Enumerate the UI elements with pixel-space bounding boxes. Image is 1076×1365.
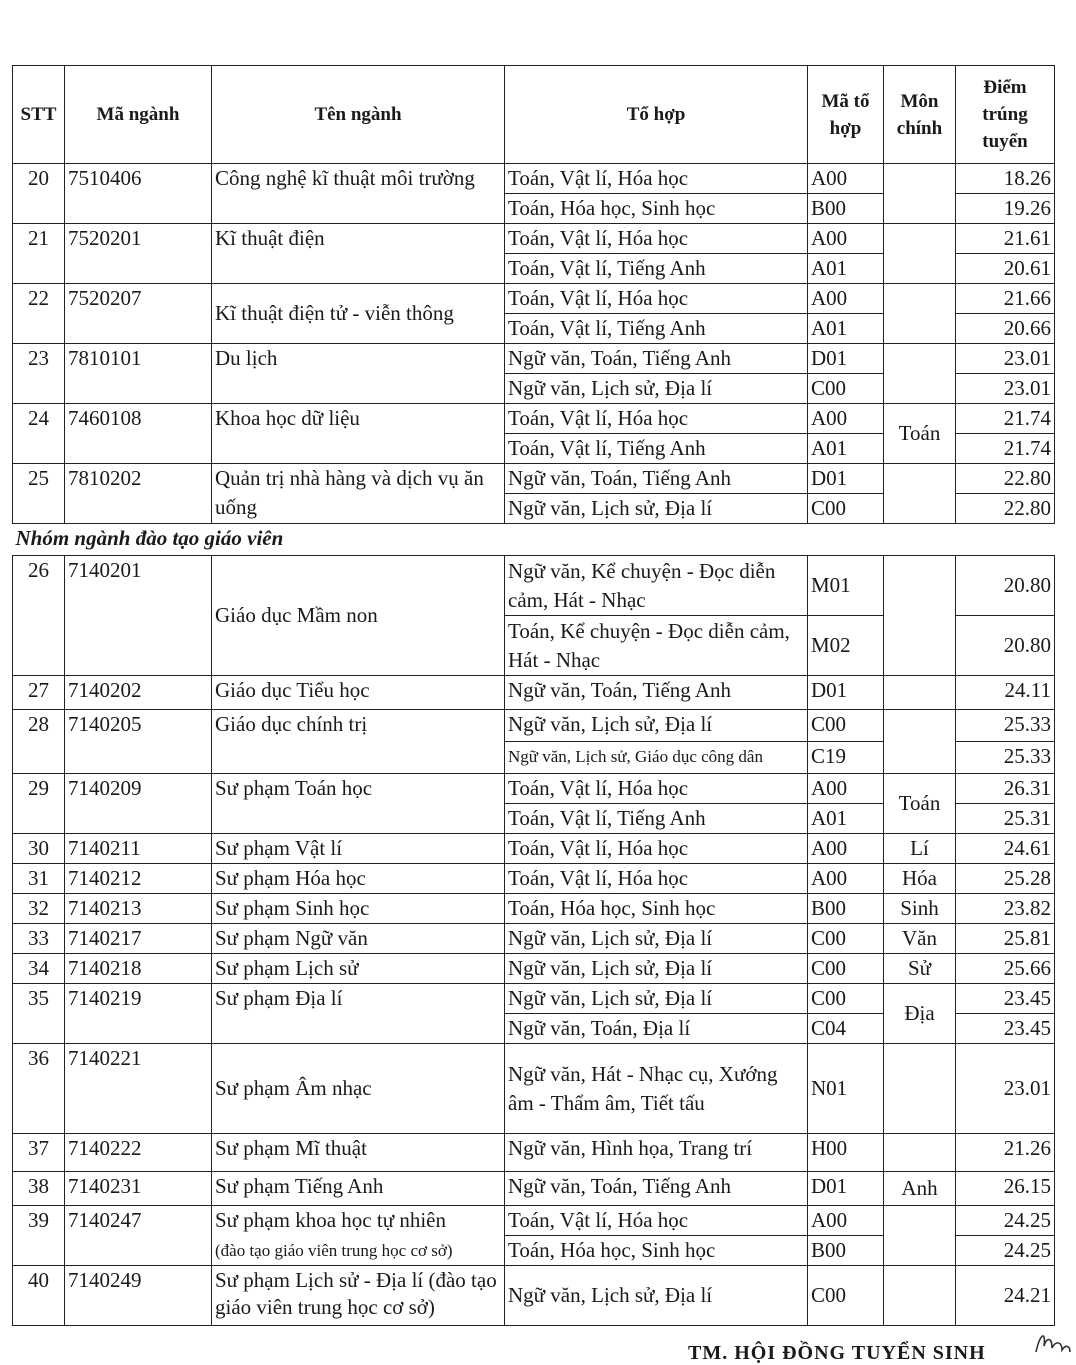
diem-cell: 22.80 [956, 464, 1055, 494]
ten-nganh-text: Khoa học dữ liệu [215, 406, 360, 430]
table-row [13, 1172, 1055, 1206]
diem-cell: 23.45 [956, 984, 1055, 1014]
diem-cell: 24.25 [956, 1236, 1055, 1266]
ma-to-hop-cell: C19 [808, 742, 884, 774]
to-hop-cell: Toán, Vật lí, Hóa học [505, 774, 808, 804]
diem-cell: 21.26 [956, 1134, 1055, 1172]
header-ma-to-hop-line1: Mã tổ [821, 90, 870, 112]
to-hop-cell: Ngữ văn, Toán, Tiếng Anh [505, 676, 808, 710]
stt-cell: 22 [13, 284, 65, 344]
ma-to-hop-cell: A00 [808, 834, 884, 864]
mon-chinh-cell [884, 1266, 956, 1326]
table-row [13, 710, 1055, 742]
table-row [13, 864, 1055, 894]
mon-chinh-cell [884, 556, 956, 676]
table-body-top [13, 164, 1055, 524]
to-hop-cell: Ngữ văn, Hình họa, Trang trí [505, 1134, 808, 1172]
mon-chinh-cell [884, 344, 956, 404]
ten-nganh-text: Du lịch [215, 346, 278, 370]
diem-cell: 25.33 [956, 710, 1055, 742]
handwritten-signature [1032, 1328, 1072, 1356]
diem-cell: 25.31 [956, 804, 1055, 834]
to-hop-cell: Ngữ văn, Toán, Địa lí [505, 1014, 808, 1044]
to-hop-cell: Ngữ văn, Lịch sử, Địa lí [505, 924, 808, 954]
diem-cell: 21.61 [956, 224, 1055, 254]
group-header-row [13, 524, 1055, 556]
ten-nganh-cell [212, 224, 505, 284]
table-row [13, 894, 1055, 924]
table-body-bottom [13, 556, 1055, 1326]
ma-to-hop-cell: D01 [808, 464, 884, 494]
ten-nganh-cell [212, 404, 505, 464]
mon-chinh-cell [884, 464, 956, 524]
table-row [13, 1134, 1055, 1172]
ma-nganh-cell: 7140205 [65, 710, 212, 774]
diem-cell: 18.26 [956, 164, 1055, 194]
ma-to-hop-cell: M02 [808, 616, 884, 676]
to-hop-cell: Toán, Vật lí, Tiếng Anh [505, 314, 808, 344]
to-hop-cell: Toán, Hóa học, Sinh học [505, 1236, 808, 1266]
to-hop-cell: Ngữ văn, Toán, Tiếng Anh [505, 344, 808, 374]
table-row [13, 284, 1055, 314]
mon-chinh-cell [884, 284, 956, 344]
to-hop-cell: Toán, Vật lí, Tiếng Anh [505, 804, 808, 834]
to-hop-cell: Ngữ văn, Lịch sử, Địa lí [505, 374, 808, 404]
mon-chinh-cell [884, 164, 956, 224]
ten-nganh-cell [212, 894, 505, 924]
ma-to-hop-cell: D01 [808, 344, 884, 374]
diem-cell: 25.28 [956, 864, 1055, 894]
header-diem-line1: Điểm [983, 77, 1027, 98]
ten-nganh-cell [212, 834, 505, 864]
stt-cell: 39 [13, 1206, 65, 1266]
diem-cell: 21.74 [956, 434, 1055, 464]
diem-cell: 20.66 [956, 314, 1055, 344]
diem-cell: 19.26 [956, 194, 1055, 224]
ten-nganh-text: Quản trị nhà hàng và dịch vụ ăn uống [215, 466, 484, 519]
to-hop-cell: Toán, Vật lí, Hóa học [505, 164, 808, 194]
ma-to-hop-cell: A00 [808, 164, 884, 194]
stt-cell: 40 [13, 1266, 65, 1326]
ma-to-hop-cell: C00 [808, 1266, 884, 1326]
table-row [13, 984, 1055, 1014]
ma-nganh-cell: 7140247 [65, 1206, 212, 1266]
to-hop-cell: Toán, Kể chuyện - Đọc diễn cảm, Hát - Nhạc [505, 616, 808, 676]
ma-to-hop-cell: A01 [808, 804, 884, 834]
header-ma-to-hop-line2: hợp [829, 117, 862, 139]
stt-cell: 35 [13, 984, 65, 1044]
table-row [13, 1044, 1055, 1134]
mon-chinh-cell [884, 1134, 956, 1172]
stt-cell: 33 [13, 924, 65, 954]
table-row [13, 556, 1055, 616]
table-row [13, 954, 1055, 984]
ma-nganh-cell: 7520207 [65, 284, 212, 344]
to-hop-cell: Ngữ văn, Lịch sử, Địa lí [505, 1266, 808, 1326]
ma-to-hop-cell: B00 [808, 894, 884, 924]
ma-nganh-cell: 7140211 [65, 834, 212, 864]
mon-chinh-cell: Văn [884, 924, 956, 954]
ten-nganh-cell [212, 344, 505, 404]
ma-nganh-cell: 7140218 [65, 954, 212, 984]
table-row [13, 164, 1055, 194]
ten-nganh-cell [212, 774, 505, 834]
table-row [13, 224, 1055, 254]
ma-to-hop-cell: B00 [808, 1236, 884, 1266]
diem-cell: 26.31 [956, 774, 1055, 804]
ma-to-hop-cell: C00 [808, 984, 884, 1014]
stt-cell: 28 [13, 710, 65, 774]
to-hop-cell: Toán, Hóa học, Sinh học [505, 894, 808, 924]
header-mon-chinh-line1: Môn [900, 90, 939, 112]
diem-cell: 24.21 [956, 1266, 1055, 1326]
ma-to-hop-cell: B00 [808, 194, 884, 224]
ma-nganh-cell: 7810101 [65, 344, 212, 404]
mon-chinh-cell: Anh [884, 1172, 956, 1206]
ten-nganh-text: Sư phạm Âm nhạc [215, 1076, 372, 1100]
ten-nganh-cell [212, 864, 505, 894]
stt-cell: 38 [13, 1172, 65, 1206]
ten-nganh-text: Công nghệ kĩ thuật môi trường [215, 166, 475, 190]
header-stt: STT [13, 66, 65, 164]
ten-nganh-cell [212, 1266, 505, 1326]
mon-chinh-cell: Sinh [884, 894, 956, 924]
diem-cell: 25.66 [956, 954, 1055, 984]
mon-chinh-cell: Hóa [884, 864, 956, 894]
ten-nganh-text: Kĩ thuật điện tử - viễn thông [215, 301, 454, 325]
to-hop-cell: Ngữ văn, Toán, Tiếng Anh [505, 464, 808, 494]
diem-cell: 20.80 [956, 616, 1055, 676]
ma-to-hop-cell: C00 [808, 954, 884, 984]
to-hop-cell: Toán, Vật lí, Hóa học [505, 1206, 808, 1236]
table-row [13, 404, 1055, 434]
ten-nganh-text: Sư phạm Hóa học [215, 866, 366, 890]
mon-chinh-cell: Lí [884, 834, 956, 864]
header-diem-line2: trúng [982, 104, 1028, 125]
mon-chinh-cell [884, 1044, 956, 1134]
table-row [13, 1206, 1055, 1236]
to-hop-cell: Toán, Vật lí, Hóa học [505, 834, 808, 864]
ma-to-hop-cell: C00 [808, 710, 884, 742]
to-hop-cell: Ngữ văn, Hát - Nhạc cụ, Xướng âm - Thẩm âm, Tiết tấu [505, 1044, 808, 1134]
header-mon-chinh-line2: chính [896, 117, 943, 139]
header-ma-to-hop [808, 66, 884, 164]
mon-chinh-cell: Toán [884, 404, 956, 464]
stt-cell: 27 [13, 676, 65, 710]
stt-cell: 24 [13, 404, 65, 464]
mon-chinh-cell [884, 1206, 956, 1266]
to-hop-cell: Toán, Vật lí, Tiếng Anh [505, 434, 808, 464]
ma-nganh-cell: 7520201 [65, 224, 212, 284]
diem-cell: 23.45 [956, 1014, 1055, 1044]
diem-cell: 23.01 [956, 344, 1055, 374]
ma-to-hop-cell: A00 [808, 864, 884, 894]
ten-nganh-text: Giáo dục Tiểu học [215, 678, 370, 702]
ten-nganh-text: Sư phạm Mĩ thuật [215, 1136, 367, 1160]
to-hop-cell: Ngữ văn, Lịch sử, Giáo dục công dân [505, 742, 808, 774]
ma-nganh-cell: 7140217 [65, 924, 212, 954]
table-row [13, 834, 1055, 864]
ten-nganh-subtext: (đào tạo giáo viên trung học cơ sở) [215, 1241, 453, 1260]
diem-cell: 23.01 [956, 374, 1055, 404]
ma-nganh-cell: 7460108 [65, 404, 212, 464]
to-hop-cell: Toán, Vật lí, Hóa học [505, 404, 808, 434]
ma-nganh-cell: 7140249 [65, 1266, 212, 1326]
header-ma-nganh: Mã ngành [65, 66, 212, 164]
ten-nganh-text: Sư phạm Lịch sử - Địa lí (đào tạo giáo viên trung học cơ sở) [215, 1267, 497, 1319]
to-hop-cell: Ngữ văn, Lịch sử, Địa lí [505, 954, 808, 984]
ma-nganh-cell: 7140202 [65, 676, 212, 710]
ma-nganh-cell: 7140231 [65, 1172, 212, 1206]
ten-nganh-cell [212, 464, 505, 524]
table-row [13, 676, 1055, 710]
ma-nganh-cell: 7140212 [65, 864, 212, 894]
ma-nganh-cell: 7140213 [65, 894, 212, 924]
ma-nganh-cell: 7140221 [65, 1044, 212, 1134]
ten-nganh-cell [212, 984, 505, 1044]
ten-nganh-text: Giáo dục chính trị [215, 712, 368, 736]
mon-chinh-cell: Toán [884, 774, 956, 834]
header-to-hop: Tổ hợp [505, 66, 808, 164]
ten-nganh-cell [212, 710, 505, 774]
ten-nganh-cell [212, 1206, 505, 1266]
ma-to-hop-cell: A00 [808, 404, 884, 434]
ten-nganh-text: Sư phạm Vật lí [215, 836, 343, 860]
ma-to-hop-cell: D01 [808, 676, 884, 710]
header-diem [956, 66, 1055, 164]
ma-nganh-cell: 7140209 [65, 774, 212, 834]
ten-nganh-text: Kĩ thuật điện [215, 226, 325, 250]
ma-nganh-cell: 7140222 [65, 1134, 212, 1172]
diem-cell: 25.33 [956, 742, 1055, 774]
diem-cell: 20.80 [956, 556, 1055, 616]
ten-nganh-text: Sư phạm Ngữ văn [215, 926, 368, 950]
to-hop-cell: Toán, Vật lí, Hóa học [505, 284, 808, 314]
ten-nganh-cell [212, 556, 505, 676]
stt-cell: 21 [13, 224, 65, 284]
diem-cell: 21.66 [956, 284, 1055, 314]
ten-nganh-text: Giáo dục Mầm non [215, 603, 378, 627]
ma-to-hop-cell: A01 [808, 314, 884, 344]
ten-nganh-text: Sư phạm Toán học [215, 776, 373, 800]
stt-cell: 29 [13, 774, 65, 834]
ma-to-hop-cell: A00 [808, 284, 884, 314]
ma-to-hop-cell: N01 [808, 1044, 884, 1134]
ma-nganh-cell: 7140201 [65, 556, 212, 676]
to-hop-cell: Toán, Hóa học, Sinh học [505, 194, 808, 224]
stt-cell: 36 [13, 1044, 65, 1134]
ma-to-hop-cell: C04 [808, 1014, 884, 1044]
diem-cell: 26.15 [956, 1172, 1055, 1206]
diem-cell: 22.80 [956, 494, 1055, 524]
diem-cell: 23.82 [956, 894, 1055, 924]
diem-cell: 24.25 [956, 1206, 1055, 1236]
ma-to-hop-cell: D01 [808, 1172, 884, 1206]
to-hop-cell: Ngữ văn, Lịch sử, Địa lí [505, 984, 808, 1014]
group-header-body [13, 524, 1055, 556]
diem-cell: 24.11 [956, 676, 1055, 710]
table-row [13, 464, 1055, 494]
table-row [13, 1266, 1055, 1326]
ten-nganh-text: Sư phạm Địa lí [215, 986, 343, 1010]
table-row [13, 924, 1055, 954]
ten-nganh-cell [212, 1134, 505, 1172]
ma-to-hop-cell: A01 [808, 434, 884, 464]
ten-nganh-cell [212, 164, 505, 224]
ma-to-hop-cell: H00 [808, 1134, 884, 1172]
diem-cell: 25.81 [956, 924, 1055, 954]
ten-nganh-cell [212, 924, 505, 954]
to-hop-cell: Toán, Vật lí, Hóa học [505, 224, 808, 254]
stt-cell: 34 [13, 954, 65, 984]
ma-to-hop-cell: A00 [808, 1206, 884, 1236]
ma-to-hop-cell: A00 [808, 224, 884, 254]
ten-nganh-cell [212, 676, 505, 710]
ten-nganh-text: Sư phạm Sinh học [215, 896, 370, 920]
ten-nganh-cell [212, 284, 505, 344]
diem-cell: 24.61 [956, 834, 1055, 864]
stt-cell: 31 [13, 864, 65, 894]
stt-cell: 37 [13, 1134, 65, 1172]
ten-nganh-text: Sư phạm Lịch sử [215, 956, 359, 980]
mon-chinh-cell: Địa [884, 984, 956, 1044]
diem-cell: 21.74 [956, 404, 1055, 434]
mon-chinh-cell [884, 676, 956, 710]
footer-signature-title: TM. HỘI ĐỒNG TUYỂN SINH [688, 1342, 986, 1364]
ma-nganh-cell: 7140219 [65, 984, 212, 1044]
mon-chinh-cell: Sử [884, 954, 956, 984]
ten-nganh-text: Sư phạm Tiếng Anh [215, 1174, 384, 1198]
table-header-row [13, 66, 1055, 164]
ma-nganh-cell: 7810202 [65, 464, 212, 524]
diem-cell: 20.61 [956, 254, 1055, 284]
to-hop-cell: Toán, Vật lí, Tiếng Anh [505, 254, 808, 284]
to-hop-cell: Ngữ văn, Kể chuyện - Đọc diễn cảm, Hát - Nhạc [505, 556, 808, 616]
ma-to-hop-cell: A01 [808, 254, 884, 284]
ma-to-hop-cell: C00 [808, 374, 884, 404]
ten-nganh-text: Sư phạm khoa học tự nhiên [215, 1208, 446, 1232]
stt-cell: 26 [13, 556, 65, 676]
header-ten-nganh: Tên ngành [212, 66, 505, 164]
admission-score-table [12, 65, 1055, 1326]
header-mon-chinh [884, 66, 956, 164]
stt-cell: 30 [13, 834, 65, 864]
ma-to-hop-cell: A00 [808, 774, 884, 804]
stt-cell: 20 [13, 164, 65, 224]
to-hop-cell: Ngữ văn, Toán, Tiếng Anh [505, 1172, 808, 1206]
ten-nganh-cell [212, 1172, 505, 1206]
table-row [13, 344, 1055, 374]
stt-cell: 23 [13, 344, 65, 404]
stt-cell: 32 [13, 894, 65, 924]
ma-nganh-cell: 7510406 [65, 164, 212, 224]
ten-nganh-cell [212, 1044, 505, 1134]
ma-to-hop-cell: M01 [808, 556, 884, 616]
group-title: Nhóm ngành đào tạo giáo viên [13, 524, 1055, 556]
stt-cell: 25 [13, 464, 65, 524]
ma-to-hop-cell: C00 [808, 494, 884, 524]
table-row [13, 774, 1055, 804]
diem-cell: 23.01 [956, 1044, 1055, 1134]
to-hop-cell: Toán, Vật lí, Hóa học [505, 864, 808, 894]
ten-nganh-cell [212, 954, 505, 984]
to-hop-cell: Ngữ văn, Lịch sử, Địa lí [505, 710, 808, 742]
ma-to-hop-cell: C00 [808, 924, 884, 954]
to-hop-cell: Ngữ văn, Lịch sử, Địa lí [505, 494, 808, 524]
mon-chinh-cell [884, 710, 956, 774]
mon-chinh-cell [884, 224, 956, 284]
header-diem-line3: tuyển [982, 131, 1028, 152]
